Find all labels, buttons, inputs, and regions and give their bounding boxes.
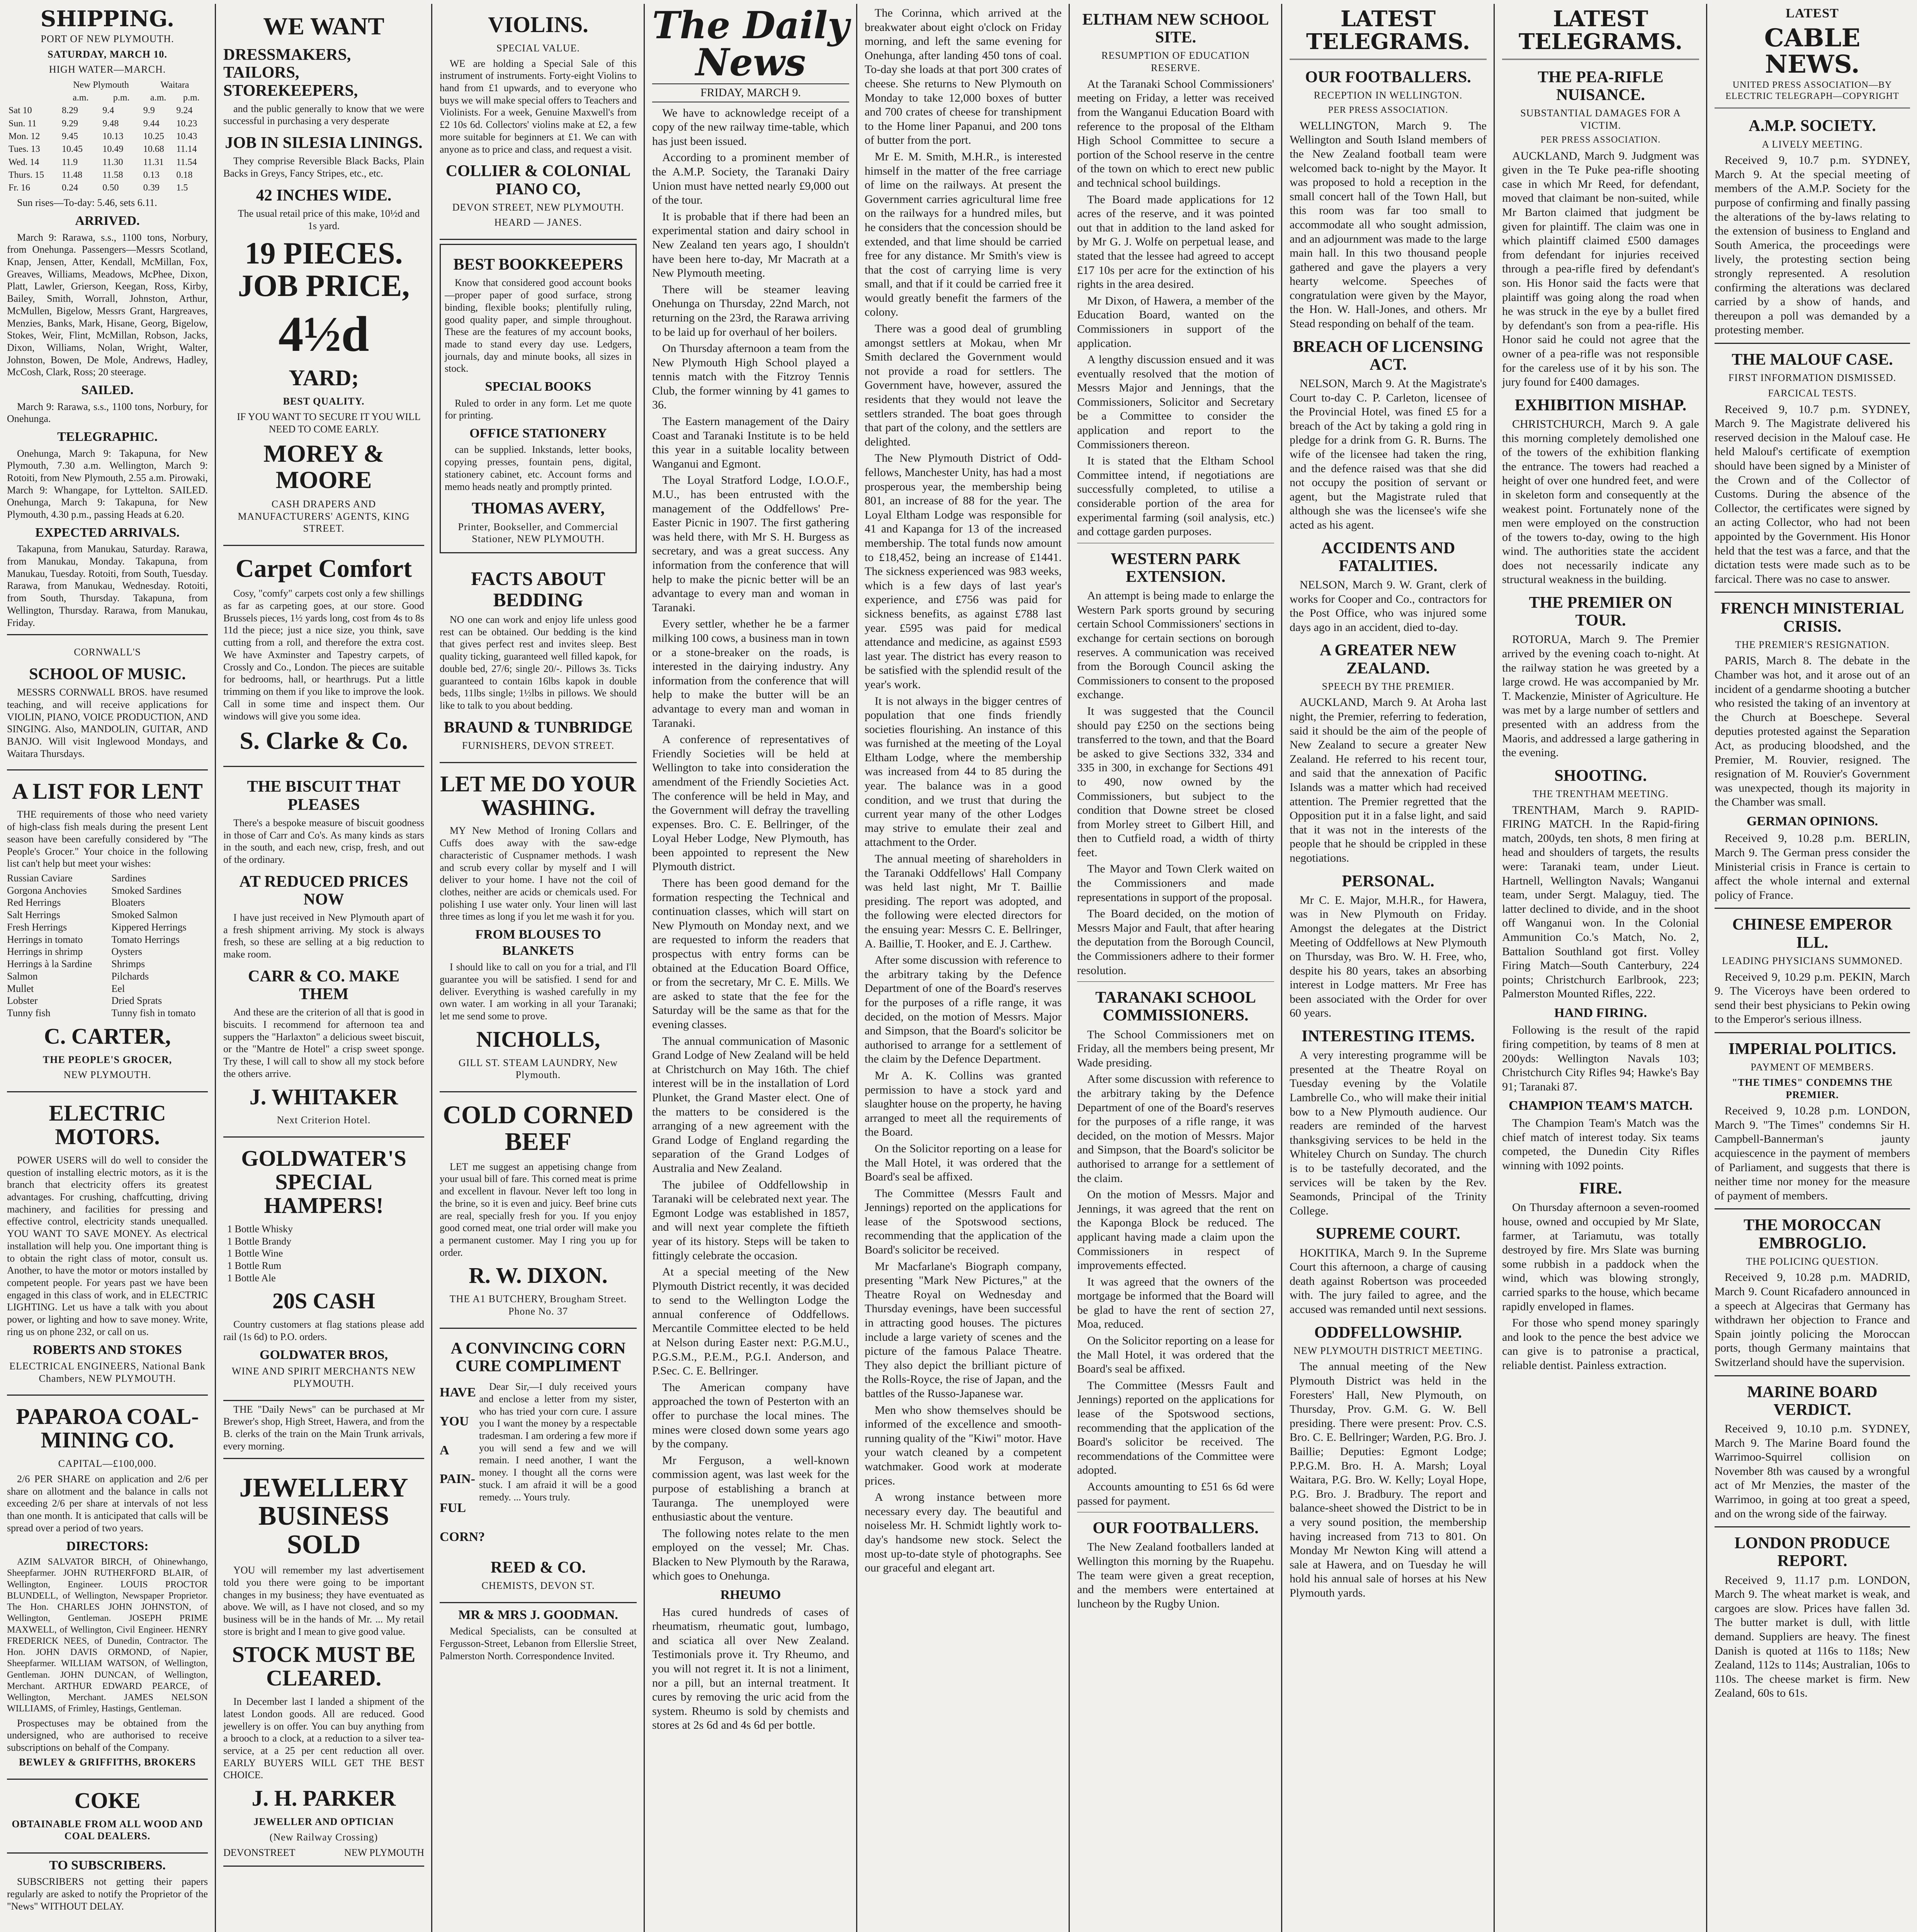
produce-text: Received 9, 11.17 p.m. LONDON, March 9. The wheat market is weak, and cargoes are slow. Prices have fallen 3d. The butter market is dull, with little demand. Suppliers are heavy. The finest Danish is quoted at 116s to 118s; New Zealand, 112s to 114s; Australian, 106s to 110s. The cheese market is firm. New Zealand, 60s to 61s. xyxy=(1715,1573,1910,1700)
lent-list-row: Herrings à la Sardine Shrimps xyxy=(7,958,145,970)
whitaker-sub: Next Criterion Hotel. xyxy=(277,1114,371,1126)
parker-address: DEVONSTREET NEW PLYMOUTH xyxy=(223,1847,424,1858)
morocco-text: Received 9, 10.28 p.m. MADRID, March 9. Count Ricafadero announced in a speech at Algeciras that Germany has withdrawn her objection to France and Spain jointly policing the Moroccan ports, though Germany maintains that Switzerland should have the supervision. xyxy=(1715,1271,1910,1369)
lent-list-row: Red Herrings Bloaters xyxy=(7,897,145,908)
carpet-heading: Carpet Comfort xyxy=(235,554,412,583)
jewellery-heading: JEWELLERY BUSINESS SOLD xyxy=(239,1473,408,1560)
licensing-heading: BREACH OF LICENSING ACT. xyxy=(1293,338,1484,374)
violins-text: WE are holding a Special Sale of this instrument of instruments. Forty-eight Violins to hand from £1 upwards, and to everyone who buys we will make special offers to Teachers and Violinists. For a week, Genuine Maxwell's from £2 10s 6d. Collectors' violins make at £2, a few more suitable for beginners at £1. We can with anyone as to price and class, and request a visit. xyxy=(440,58,637,155)
sailed-text: March 9: Rarawa, s.s., 1100 tons, Norbury, for Onehunga. xyxy=(7,401,208,425)
news-paragraph: It is stated that the Eltham School Committee intend, if negotiations are successfully completed, to utilise a considerable portion of the area for experimental farming (soil analysis, etc.) and cottage garden purposes. xyxy=(1077,454,1274,538)
rheumo-text: Has cured hundreds of cases of rheumatism, rheumatic gout, lumbago, and sciatica all over New Zealand. Testimonials prove it. Try Rheumo, and you will not regret it. It is not a liniment, nor a pill, but an internal treatment. It cures by removing the uric acid from the system. Rheumo is sold by chemists and stores at 2s 6d and 4s 6d per bottle. xyxy=(652,1605,849,1732)
pea-rifle-heading: THE PEA-RIFLE NUISANCE. xyxy=(1538,68,1664,104)
bookkeepers-text: Know that considered good account books—proper paper of good surface, strong binding, flexible books; plentifully ruling, good quality paper, and simple throughout. These are the features of my account books, made to stand every day use. Ledgers, journals, day and minute books, all sizes in stock. xyxy=(445,277,632,374)
hamper-item: 1 Bottle Ale xyxy=(227,1272,276,1284)
morocco-sub: THE POLICING QUESTION. xyxy=(1746,1255,1879,1267)
sailed-heading: SAILED. xyxy=(81,383,134,398)
news-paragraph: The Eastern management of the Dairy Coast and Taranaki Institute is to be held this year in a suitable locality between Wanganui and Egmont. xyxy=(652,415,849,470)
special-books-text: Ruled to order in any form. Let me quote for printing. xyxy=(445,397,632,421)
chinese-sub: LEADING PHYSICIANS SUMMONED. xyxy=(1722,955,1903,966)
french-sub: THE PREMIER'S RESIGNATION. xyxy=(1735,639,1890,650)
amp-sub: A LIVELY MEETING. xyxy=(1762,138,1863,150)
news-paragraph: After some discussion with reference to the arbitrary taking by the Defence Department of one of the Board's reserves for the purposes of a rifle range, it was decided, on the motion of Messrs. Major and Simpson, that the Board's solicitor be authorised to arrange for a settlement of the claim by the Defence Department. xyxy=(865,954,1062,1066)
news-paragraph: A lengthy discussion ensued and it was eventually resolved that the motion of Messrs Major and Jennings, that the Commissioners, Solicitor and Secretary be a Committee to consider the application and report to the Commissioners thereon. xyxy=(1077,353,1274,451)
collier-name: COLLIER & COLONIAL PIANO CO, xyxy=(445,162,631,198)
width-text: 42 INCHES WIDE. xyxy=(256,186,392,204)
issue-date: FRIDAY, MARCH 9. xyxy=(652,83,849,102)
news-paragraph: A wrong instance between more necessary every day. The beautiful and noiseless Mr. H. Schmidt lightly work to-day's handsome new stock. Select the most up-to-date style of photographs. See our graceful and elegant art. xyxy=(865,1491,1062,1575)
lent-list-row: Lobster Dried Sprats xyxy=(7,995,162,1007)
interesting-text: A very interesting programme will be presented at the Theatre Royal on Tuesday evening by the Volatile Lambrelle Co., who will make their initial bow to a New Plymouth audience. Our readers are reminded of the harvest thanksgiving services to be held in the Whiteley Church on Sunday. The church is to be tastefully decorated, and the services will be taken by the Rev. Seamonds, Principal of the Trinity College. xyxy=(1290,1049,1487,1217)
avery-sub: Printer, Bookseller, and Commercial Stationer, NEW PLYMOUTH. xyxy=(458,521,619,545)
telegrams-heading: LATEST TELEGRAMS. xyxy=(1306,6,1470,54)
news-paragraph: The Board decided, on the motion of Messrs Major and Fault, that after hearing the deputation from the Borough Council, the Commissioners adhere to their former resolution. xyxy=(1077,907,1274,977)
shipping-date: SATURDAY, MARCH 10. xyxy=(48,48,167,60)
coal-ad xyxy=(7,1396,208,1779)
beef-ad xyxy=(440,1092,637,1329)
collier-sub: DEVON STREET, NEW PLYMOUTH. xyxy=(452,201,624,213)
chinese-heading: CHINESE EMPEROR ILL. xyxy=(1732,916,1893,952)
bookkeepers-ad xyxy=(440,244,637,553)
stock-heading: STOCK MUST BE CLEARED. xyxy=(232,1642,416,1691)
oddfellowship-heading: ODDFELLOWSHIP. xyxy=(1314,1323,1462,1342)
carr-text: And these are the criterion of all that is good in biscuits. I recommend for afternoon tea and suppers the "Harlaxton" a delicious sweet biscuit, or the "Mantre de Hotel" a crisp sweet sponge. Try these, I will call to show all my stock before the others arrive. xyxy=(223,1007,424,1079)
lent-ad xyxy=(7,770,208,1092)
washing-text: MY New Method of Ironing Collars and Cuffs does away with the saw-edge characteristic of Cuspnamer methods. I wash and scrub every collar by myself and I will deliver to your home. I have not the coil of clothes, neither are acids or chemicals used. For polishing I use water only. Your linen will last three times as long if you let me wash it for you. xyxy=(440,825,637,922)
arrived-heading: ARRIVED. xyxy=(75,214,140,228)
hamper-item: 1 Bottle Whisky xyxy=(227,1223,293,1235)
imperial-heading: IMPERIAL POLITICS. xyxy=(1728,1040,1897,1058)
dixon-name: R. W. DIXON. xyxy=(469,1263,608,1288)
column-shipping xyxy=(0,4,215,1932)
reed-name: REED & CO. xyxy=(490,1558,586,1577)
produce-heading: LONDON PRODUCE REPORT. xyxy=(1734,1534,1890,1570)
coal-heading: PAPAROA COAL-MINING CO. xyxy=(16,1404,199,1453)
price-text: 4½d xyxy=(278,306,369,362)
fire-heading: FIRE. xyxy=(1579,1180,1622,1198)
dental-text: For those who spend money sparingly and look to the pence the best advice we can give is to patronise a practical, reliable dentist. Painless extraction. xyxy=(1502,1316,1699,1372)
exhibition-text: CHRISTCHURCH, March 9. A gale this morning completely demolished one of the towers of the exhibition flanking the entrance. The towers had reached a height of over one hundred feet, and were in skeleton form and consequently at the weakest point. Fortunately none of the men were employed on the construction of the towers to-day, owing to the high wind. The authorities state the accident does not necessarily indicate any structural weakness in the building. xyxy=(1502,417,1699,586)
greater-nz-sub: SPEECH BY THE PREMIER. xyxy=(1322,680,1455,692)
whitaker-name: J. WHITAKER xyxy=(249,1084,398,1109)
fire-text: On Thursday afternoon a seven-roomed house, owned and occupied by Mr Slate, farmer, at Tariamutu, was totally destroyed by fire. Mrs Slate was burning some rubbish in a paddock when the wind, which was blowing strongly, carried sparks to the house, which became rapidly enveloped in flames. xyxy=(1502,1201,1699,1313)
hand-firing-heading: HAND FIRING. xyxy=(1554,1006,1647,1020)
greater-nz-text: AUCKLAND, March 9. At Aroha last night, the Premier, referring to federation, said it should be the aim of the people of New Zealand to secure a greater New Zealand. He referred to his recent tour, and said that the annexation of Pacific Islands was a matter which had received attention. The Premier regretted that the Opposition put it in a false light, and said that it was not in the interests of the people that he should be crippled in these negotiations. xyxy=(1290,696,1487,864)
german-text: Received 9, 10.28 p.m. BERLIN, March 9. The German press consider the Ministerial crisis in France is certain to affect the whole internal and external policy of France. xyxy=(1715,832,1910,901)
footballers-tele-text: WELLINGTON, March 9. The Wellington and South Island members of the New Zealand football team were welcomed back to-night by the Mayor. It was proposed to hold a reception in the small concert hall of the Town Hall, but this room was far too small to accommodate all who sought admission, and an adjournment was made to the large main hall. In this two thousand people gathered and gave the players a very hearty welcome. Speeches of congratulation were given by the Mayor, the Hon. W. Hall-Jones, and others. Mr Stead responding on behalf of the team. xyxy=(1290,119,1487,330)
news-paragraph: It is probable that if there had been an experimental station and dairy school in New Zealand ten years ago, I shouldn't have been here to-day, Mr Macrath at a New Plymouth meeting. xyxy=(652,210,849,280)
champion-heading: CHAMPION TEAM'S MATCH. xyxy=(1509,1099,1693,1113)
column-news-6 xyxy=(1070,4,1281,1932)
champion-text: The Champion Team's Match was the chief match of interest today. Six teams competed, the Dunedin City Rifles winning with 1092 points. xyxy=(1502,1116,1699,1172)
news-paragraph: The Mayor and Town Clerk waited on the Commissioners and made representations in support of the proposal. xyxy=(1077,862,1274,904)
chinese-text: Received 9, 10.29 p.m. PEKIN, March 9. The Viceroys have been ordered to send their best physicians to Pekin owing to the Emperor's serious illness. xyxy=(1715,970,1910,1026)
lent-list-row: Tunny fish Tunny fish in tomato xyxy=(7,1007,196,1019)
blankets-text: I should like to call on you for a trial, and I'll guarantee you will be satisfied. I send for and deliver. Everything is washed carefully in my own water. I am working in all your Taranaki; let me send some to prove. xyxy=(440,961,637,1022)
tide-heading: HIGH WATER—MARCH. xyxy=(49,64,166,75)
tide-col-am: a.m. xyxy=(73,93,89,103)
bedding-heading: FACTS ABOUT BEDDING xyxy=(471,567,605,611)
shooting-text: TRENTHAM, March 9. RAPID-FIRING MATCH. In the Rapid-firing match, 200yds, ten shots, 8 men firing at head and shoulders of targets, the results were: Taranaki team, under Lieut. Hartnell, Wellington Navals; Wanganui team, under Sergt. Malaguy, tied. The latter declined to divide, and in the shoot off Wanganui won. In the Colonial Ammunition Co.'s Match, No. 2, Battalion Southland got first. Volley Firing Match—South Canterbury, 224 points; Christchurch Earlbrook, 223; Palmerston Mounted Rifles, 222. xyxy=(1502,803,1699,1000)
french-heading: FRENCH MINISTERIAL CRISIS. xyxy=(1720,600,1904,636)
carter-name: C. CARTER, xyxy=(44,1023,171,1049)
coal-text: 2/6 PER SHARE on application and 2/6 per share on allotment and the balance in calls not exceeding 2/6 per share at intervals of not less than one month. It is anticipated that calls will be spread over a period of two years. xyxy=(7,1473,208,1534)
malouf-text: Received 9, 10.7 p.m. SYDNEY, March 9. The Magistrate delivered his reserved decision in the Malouf case. He held Malouf's certificate of exemption should have been signed by a Minister of the Crown and of the Collector of Customs. During the absence of the Collector, the certificates were signed by an acting Collector, who had not been appointed by the Government. His Honor held that the test was a farce, and that the dictation tests were made such as to be farcical. There was no case to answer. xyxy=(1715,403,1910,585)
imperial-text: Received 9, 10.28 p.m. LONDON, March 9. "The Times" condemns Sir H. Campbell-Bannerman's jaunty acquiescence in the payment of members of Parliament, and suggests that there is neither time nor money for the measure of payment of members. xyxy=(1715,1104,1910,1202)
want-ad xyxy=(223,4,424,546)
column-telegrams-8 xyxy=(1495,4,1706,1932)
parker-name: J. H. PARKER xyxy=(252,1786,396,1811)
news-paragraph: The jubilee of Oddfellowship in Taranaki will be celebrated next year. The Egmont Lodge was established in 1857, and will next year complete the fiftieth year of its history. Steps will be taken to fittingly celebrate the occasion. xyxy=(652,1178,849,1262)
parker-sub: JEWELLER AND OPTICIAN xyxy=(253,1816,394,1828)
music-pre: CORNWALL'S xyxy=(74,646,141,658)
sun-times: Sun rises—To-day: 5.46, sets 6.11. xyxy=(17,197,157,209)
interesting-heading: INTERESTING ITEMS. xyxy=(1301,1027,1475,1046)
eltham-sub: RESUMPTION OF EDUCATION RESERVE. xyxy=(1101,50,1250,74)
news-paragraph: We have to acknowledge receipt of a copy of the new railway time-table, which has just been issued. xyxy=(652,106,849,148)
lent-list-row: Gorgona Anchovies Smoked Sardines xyxy=(7,884,182,896)
morey-sub: CASH DRAPERS AND MANUFACTURERS' AGENTS, KING STREET. xyxy=(238,498,410,534)
brokers-name: BEWLEY & GRIFFITHS, BROKERS xyxy=(19,1756,196,1768)
news-paragraph: The Corinna, which arrived at the breakwater about eight o'clock on Friday morning, and left the same evening for Onehunga, after landing 450 tons of coal. To-day she loads at that port 300 crates of cheese. She returns to New Plymouth on Monday to take 12,000 boxes of butter and 700 crates of cheese for transhipment to the Home liner Papanui, and 200 tons of butter from the port. xyxy=(865,7,1062,147)
cable-news-heading: CABLE NEWS. xyxy=(1764,24,1861,79)
news-paragraph: The School Commissioners met on Friday, all the members being present, Mr Wade presiding. xyxy=(1077,1028,1274,1069)
malouf-sub2: FARCICAL TESTS. xyxy=(1768,387,1857,399)
beef-heading: COLD CORNED BEEF xyxy=(443,1101,634,1156)
news-paragraph: The Board made applications for 12 acres of the reserve, and it was pointed out that in addition to the land asked for by Mr G. J. Wolfe on perpetual lease, and stated that the lessee had agreed to accept £17 10s per acre for the extinction of his rights in the area desired. xyxy=(1077,193,1274,291)
motors-heading: ELECTRIC MOTORS. xyxy=(49,1100,166,1149)
nicholls-name: NICHOLLS, xyxy=(476,1026,600,1052)
coke-heading: COKE xyxy=(74,1787,141,1813)
coke-ad xyxy=(7,1780,208,1854)
malouf-heading: THE MALOUF CASE. xyxy=(1732,351,1893,369)
tide-row: Thurs. 15 11.48 11.58 0.13 0.18 xyxy=(8,170,193,180)
press-association: PER PRESS ASSOCIATION. xyxy=(1540,135,1661,145)
coal-capital: CAPITAL—£100,000. xyxy=(58,1458,157,1469)
violins-ad xyxy=(440,4,637,240)
stock-text: In December last I landed a shipment of the latest London goods. All are reduced. Good jewellery is on offer. You can buy anything from a brooch to a clock, at a reduction to a silver tea-service, at a 25 per cent reduction all over. EARLY BUYERS WILL GET THE BEST CHOICE. xyxy=(223,1696,424,1781)
news-paragraph: The Loyal Stratford Lodge, I.O.O.F., M.U., has been entrusted with the management of the Oddfellows' Pre-Easter Picnic in 1907. The first gathering was held there, with Mr S. H. Burgess as secretary, and was a great success. Any information from the conference that will help to make the picnic better will be an advantage to every man and woman in Taranaki. xyxy=(652,474,849,614)
yard-text: YARD; xyxy=(289,365,359,391)
lent-heading: A LIST FOR LENT xyxy=(12,778,203,804)
morey-moore: MOREY & MOORE xyxy=(263,440,384,493)
violins-heading: VIOLINS. xyxy=(488,12,588,37)
footballers-tele-sub: RECEPTION IN WELLINGTON. xyxy=(1314,89,1463,101)
biscuit-heading: THE BISCUIT THAT PLEASES xyxy=(247,778,401,814)
news-paragraph: The Committee (Messrs Fault and Jennings) reported on the applications for lease of the Spotswood sections, recommending that the application of the Board's solicitor be received. The recommendations of the Committee were adopted. xyxy=(1077,1379,1274,1477)
masthead: The Daily News xyxy=(652,4,849,84)
column-ads-3 xyxy=(433,4,644,1932)
goldwater-note: Country customers at flag stations please add rail (1s 6d) to P.O. orders. xyxy=(223,1319,424,1343)
news-paragraph: Mr A. K. Collins was granted permission to have a stock yard and slaughter house on the property, he having arranged to meet all the requirements of the Board. xyxy=(865,1069,1062,1139)
braund-sub: FURNISHERS, DEVON STREET. xyxy=(462,740,615,751)
oddfellowship-text: The annual meeting of the New Plymouth District was held in the Foresters' Hall, New Plymouth, on Thursday, Prov. G.M. G. W. Bell presiding. There were present: Prov. C.S. Bro. C. E. Bellringer; Warden, P.G. Bro. J. Baillie; Deputies: Egmont Lodge; P.P.G.M. Bro. H. A. Marsh; Loyal Waitara, P.G. Bro. W. Kelly; Loyal Hope, P.G. Bro. J. Bradbury. The report and balance-sheet showed the District to be in a very sound position, the membership having increased from 713 to 801. On Monday Mr Newton King will attend a sale at Hawera, and on Tuesday he will hold his annual sale of horses at his New Plymouth yards. xyxy=(1290,1360,1487,1599)
pieces-heading: 19 PIECES. JOB PRICE, xyxy=(238,236,410,303)
news-paragraph: On the motion of Messrs. Major and Jennings, it was agreed that the rent on the Kaponga Block be reduced. The applicant having made a claim upon the Commissioners in respect of improvements effected. xyxy=(1077,1188,1274,1272)
news-paragraph: An attempt is being made to enlarge the Western Park sports ground by securing certain School Commissioners' sections in exchange for certain sections on borough reserves. A communication was received from the Borough Council asking the Commissioners to consent to the proposed exchange. xyxy=(1077,589,1274,701)
news-paragraph: Mr Ferguson, a well-known commission agent, was last week for the purpose of establishing a branch at Tauranga. The unemployed were enthusiastic about the venture. xyxy=(652,1454,849,1524)
telegraphic-heading: TELEGRAPHIC. xyxy=(57,430,158,444)
news-paragraph: It is not always in the bigger centres of population that one finds friendly societies flourishing. An instance of this was furnished at the meeting of the Loyal Eltham Lodge, where the membership was increased from 44 to 85 during the year. The balance was in a good condition, and we trust that during the current year many of the other Lodges may strive to emulate their zeal and attachment to the Order. xyxy=(865,694,1062,849)
news-paragraph: It was agreed that the owners of the mortgage be informed that the Board will be glad to have the rent of section 27, Moa, reduced. xyxy=(1077,1275,1274,1331)
tide-col-np: New Plymouth xyxy=(73,80,129,90)
news-paragraph: It was suggested that the Council should pay £250 on the sections being transferred to the town, and that the Board be asked to give Sections 332, 334 and 335 in 300, in exchange for Sections 491 to 490, now owned by the Commissioners, but subject to the condition that Downe street be closed from Morley street to Gilbert Hill, and then to Cutfield road, a width of thirty feet. xyxy=(1077,704,1274,859)
united-press: UNITED PRESS ASSOCIATION—BY ELECTRIC TELEGRAPH—COPYRIGHT xyxy=(1725,80,1899,102)
shooting-heading: SHOOTING. xyxy=(1554,767,1647,785)
shooting-sub: THE TRENTHAM MEETING. xyxy=(1533,788,1669,799)
news-paragraph: At the Taranaki School Commissioners' meeting on Friday, a letter was received from the Wanganui Education Board with reference to the proposal of the Eltham High School Committee to secure a portion of the School reserve in the centre of the town on which to erect new public and technical school buildings. xyxy=(1077,77,1274,189)
telegrams-heading: LATEST TELEGRAMS. xyxy=(1518,6,1683,54)
amp-text: Received 9, 10.7 p.m. SYDNEY, March 9. At the special meeting of members of the A.M.P. Society for the purpose of confirming and finally passing the alterations of the by-laws relating to the extension of business to England and South America, the proceedings were lively, the protesting section being strongly represented. A resolution confirming the alterations was declared carried by a show of hands, and thereupon a poll was demanded by a protesting member. xyxy=(1715,154,1910,337)
tide-col-waitara: Waitara xyxy=(160,80,189,90)
parker-note: (New Railway Crossing) xyxy=(269,1831,378,1843)
french-text: PARIS, March 8. The debate in the Chamber was hot, and it arose out of an incident of a gendarme shooting a butcher who resisted the taking of an inventory at the Church at Boeschepe. Several deputies protested against the Separation Act, as producing bloodshed, and the Premier, M. Rouvier, resigned. The resignation of M. Rouvier's Government was unexpected, though its majority in the Chamber was small. xyxy=(1715,654,1910,809)
morocco-heading: THE MOROCCAN EMBROGLIO. xyxy=(1744,1216,1881,1252)
accidents-heading: ACCIDENTS AND FATALITIES. xyxy=(1321,539,1455,575)
daily-news-note: THE "Daily News" can be purchased at Mr Brewer's shop, High Street, Hawera, and from the B. clerks of the train on the Main Trunk arrivals, every morning. xyxy=(223,1403,424,1452)
personal-heading: PERSONAL. xyxy=(1342,872,1434,890)
corn-ad xyxy=(440,1329,637,1603)
pea-rifle-sub: SUBSTANTIAL DAMAGES FOR A VICTIM. xyxy=(1520,107,1681,131)
footballers-heading: OUR FOOTBALLERS. xyxy=(1093,1519,1259,1537)
column-news-5 xyxy=(858,4,1069,1932)
biscuit-text: There's a bespoke measure of biscuit goodness in those of Carr and Co's. As many kinds as stars in the south, and each new, crisp, fresh, and out of the ordinary. xyxy=(223,817,424,865)
roberts-name: ROBERTS AND STOKES xyxy=(33,1342,182,1357)
clarke-name: S. Clarke & Co. xyxy=(240,727,408,755)
subscribers-heading: TO SUBSCRIBERS. xyxy=(49,1858,166,1872)
directors-heading: DIRECTORS: xyxy=(66,1539,149,1553)
prospectus-text: Prospectuses may be obtained from the undersigned, who are authorised to receive subscriptions on behalf of the Company. xyxy=(7,1717,208,1753)
western-heading: WESTERN PARK EXTENSION. xyxy=(1110,550,1241,586)
imperial-sub: PAYMENT OF MEMBERS. xyxy=(1750,1061,1874,1073)
german-heading: GERMAN OPINIONS. xyxy=(1746,814,1878,828)
want-heading: WE WANT xyxy=(263,12,384,40)
goldwater-price: 20S CASH xyxy=(272,1288,375,1314)
lent-list-row: Fresh Herrings Kippered Herrings xyxy=(7,921,187,933)
news-paragraph: Accounts amounting to £51 6s 6d were passed for payment. xyxy=(1077,1480,1274,1507)
reduced-text: I have just received in New Plymouth apart of a fresh shipment arriving. My stock is always fresh, so these are selling at a big reduction to make room. xyxy=(223,912,424,960)
news-paragraph: After some discussion with reference to the arbitrary taking by the Defence Department of one of the Board's reserves for the purposes of a rifle range, it was decided, on the motion of Messrs. Major and Simpson, that the Board's solicitor be authorised to arrange for a settlement of the claim. xyxy=(1077,1073,1274,1185)
silesia-text: They comprise Reversible Black Backs, Plain Backs in Greys, Fancy Stripes, etc., etc. xyxy=(223,155,424,179)
lent-list-row: Salt Herrings Smoked Salmon xyxy=(7,909,178,921)
goodman-name: MR & MRS J. GOODMAN. xyxy=(458,1607,618,1622)
licensing-text: NELSON, March 9. At the Magistrate's Court to-day C. P. Carleton, licensee of the Provincial Hotel, was fined £5 for a breach of the Act by taking a gold ring in pledge for a drink from G. R. Burns. The wife of the licensee had taken the ring, and the defence raised was that she did not occupy the position of servant or agent, but the Magistrate ruled that although she was the licensee's wife she acted as his agent. xyxy=(1290,377,1487,531)
tide-col-pm: p.m. xyxy=(183,93,200,103)
port-label: PORT OF NEW PLYMOUTH. xyxy=(41,33,174,44)
hamper-item: 1 Bottle Rum xyxy=(227,1260,282,1272)
column-ads-2 xyxy=(216,4,431,1932)
nicholls-sub: GILL ST. STEAM LAUNDRY, New Plymouth. xyxy=(458,1057,618,1081)
news-paragraph: On the Solicitor reporting on a lease for the Mall Hotel, it was ordered that the Board's seal be affixed. xyxy=(1077,1334,1274,1376)
office-text: can be supplied. Inkstands, letter books, copying presses, fountain pens, digital, stationery cabinet, etc. Account forms and memo heads neatly and promptly printed. xyxy=(445,444,632,492)
column-editorial xyxy=(645,4,856,1932)
coke-text: OBTAINABLE FROM ALL WOOD AND COAL DEALERS. xyxy=(12,1818,203,1842)
supreme-court-heading: SUPREME COURT. xyxy=(1316,1225,1460,1243)
footballers-tele-heading: OUR FOOTBALLERS. xyxy=(1305,68,1471,86)
malouf-sub: FIRST INFORMATION DISMISSED. xyxy=(1728,372,1897,384)
biscuit-ad xyxy=(223,767,424,1138)
washing-ad xyxy=(440,763,637,1092)
office-heading: OFFICE STATIONERY xyxy=(469,426,607,441)
news-paragraph: There was a good deal of grumbling amongst settlers at Mokau, when Mr Smith declared the Government would not provide a road for settlers. The Government have, however, assured the residents that they would not leave the settlers stranded. The boat goes through that part of the colony, and the settlers are delighted. xyxy=(865,322,1062,448)
news-paragraph: On Thursday afternoon a team from the New Plymouth High School played a tennis match with the Fitzroy Tennis Club, the former winning by 41 games to 36. xyxy=(652,342,849,412)
column-cable-news xyxy=(1708,4,1917,1932)
news-paragraph: At a special meeting of the New Plymouth District recently, it was decided to send to the Wellington Lodge the annual conference of Oddfellows. Mercantile Committee elected to be held at Nelson during Easter next: P.G.M.U., P.G.S.M., P.E.M., P.G.I. Anderson, and P.Sec. C. E. Bellringer. xyxy=(652,1265,849,1378)
avery-name: THOMAS AVERY, xyxy=(472,500,605,518)
tide-col-am: a.m. xyxy=(150,93,167,103)
motors-ad xyxy=(7,1092,208,1396)
want-text: and the public generally to know that we were successful in purchasing a very desperate xyxy=(223,103,424,127)
expected-heading: EXPECTED ARRIVALS. xyxy=(35,525,180,540)
news-paragraph: The following notes relate to the men employed on the vessel; Mr. Chas. Blacken to New Plymouth by the Rarawa, which goes to Onehunga. xyxy=(652,1527,849,1582)
goldwater-firm-sub: WINE AND SPIRIT MERCHANTS NEW PLYMOUTH. xyxy=(231,1366,416,1389)
jewellery-ad xyxy=(223,1464,424,1867)
lent-list-row: Mullet Eel xyxy=(7,983,125,994)
motors-text: POWER USERS will do well to consider the question of installing electric motors, as it is the branch that electricity offers its greatest advantages. For crushing, chaffcutting, driving machinery, and facilities for pressing and effective control, electricity stands unequalled. YOU WANT TO SAVE MONEY. As electrical installation will help you. One important thing is to obtain the right class of motor, consult us. Another, to have the motor or motors installed by competent people. For years past we have been engaged in this class of work, and in ELECTRIC LIGHTING. Let us have a talk with you about power, or lighting and how to save money. Write, ring us on phone 232, or call on us. xyxy=(7,1154,208,1337)
lent-list-row: Salmon Pilchards xyxy=(7,970,149,982)
dixon-sub: THE A1 BUTCHERY, Brougham Street. Phone No. 37 xyxy=(449,1293,627,1317)
violins-sub: SPECIAL VALUE. xyxy=(496,42,580,54)
news-paragraph: There has been good demand for the formation respecting the Technical and continuation classes, which will start on New Plymouth on Monday next, and we are requested to inform the readers that prospectus with entry forms can be obtained at the Education Board Office, or from the secretary, Mr C. E. Mills. We are asked to state that the fee for the Saturday will be the same as that for the evening classes. xyxy=(652,877,849,1031)
goldwater-firm: GOLDWATER BROS, xyxy=(260,1347,388,1362)
washing-heading: LET ME DO YOUR WASHING. xyxy=(440,771,636,820)
news-paragraph: The American company have approached the town of Pesterton with an offer to purchase the local mines. The mines were closed down some years ago by the company. xyxy=(652,1381,849,1451)
corn-heading: A CONVINCING CORN CURE COMPLIMENT xyxy=(450,1339,626,1375)
roberts-sub: ELECTRICAL ENGINEERS, National Bank Chambers, NEW PLYMOUTH. xyxy=(9,1361,206,1384)
hamper-item: 1 Bottle Wine xyxy=(227,1248,283,1259)
news-paragraph: A conference of representatives of Friendly Societies will be held at Wellington to take into consideration the amendment of the Friendly Societies Act. The conference will be held in May, and the Government will defray the travelling expenses. Bro. C. E. Bellringer, of the Loyal Heber Lodge, New Plymouth, has been appointed to represent the New Plymouth district. xyxy=(652,733,849,873)
hand-firing-text: Following is the result of the rapid firing competition, by teams of 8 men at 200yds: Wellington Navals 103; Christchurch City Rifles 94; Hawke's Bay 91; Taranaki 87. xyxy=(1502,1024,1699,1093)
directors-text: AZIM SALVATOR BIRCH, of Ohinewhango, Sheepfarmer. JOHN RUTHERFORD BLAIR, of Wellington, Engineer. LOUIS PROCTOR BLUNDELL, of Wellington, Newspaper Proprietor. The Hon. CHARLES JOHN JOHNSTON, of Wellington, Gentleman. JOSEPH PRIME MAXWELL, of Wellington, Civil Engineer. HENRY FREDERICK NEES, of Dunedin, Contractor. The Hon. JOHN DAVIS ORMOND, of Napier, Sheepfarmer. WILLIAM WATSON, of Wellington, Gentleman. JOHN DUNCAN, of Wellington, Merchant. ARTHUR EDWARD PEARCE, of Wellington, Merchant. JAMES NELSON WILLIAMS, of Frimley, Hastings, Gentleman. xyxy=(7,1557,208,1714)
news-paragraph: Every settler, whether he be a farmer milking 100 cows, a business man in town or a stone-breaker on the roads, is interested in the dairying industry. Any information from the conference that will help to make the butter will be an advantage to every man and woman in Taranaki. xyxy=(652,617,849,730)
latest-label: LATEST xyxy=(1786,6,1839,20)
hamper-list xyxy=(223,1223,424,1284)
carpet-text: Cosy, "comfy" carpets cost only a few shillings as far as carpeting goes, at our store. Good Brussels pieces, 1½ yards long, cost from 4s to 8s 11d the piece; just a nice size, you think, save cutting from a roll, and therefore the extra cost. We have Axminster and Tapestry carpets, of Crossly and Co., London. The pieces are suitable for bedrooms, hall, or hearthrugs. Put a little trimming on them if you like to improve the look. Call in some time and inspect them. Our windows will give you some idea. xyxy=(223,588,424,722)
tide-row: Sat 10 8.29 9.4 9.9 9.24 xyxy=(8,105,193,116)
goldwater-ad xyxy=(223,1138,424,1401)
special-books-heading: SPECIAL BOOKS xyxy=(485,379,591,394)
hamper-item: 1 Bottle Brandy xyxy=(227,1235,292,1247)
bedding-ad xyxy=(440,557,637,763)
news-paragraph: Mr Macfarlane's Biograph company, presenting "Mark New Pictures," at the Theatre Royal on Wednesday and Thursday evenings, have been successful in attracting good houses. The pictures include a large variety of scenes and the picture of the famous Palace Theatre. They also depict the brilliant picture of the Rolls-Royce, the rise of Japan, and the battles of the Russo-Japanese war. xyxy=(865,1260,1062,1400)
tide-row: Tues. 13 10.45 10.49 10.68 11.14 xyxy=(8,144,197,155)
arrived-text: March 9: Rarawa, s.s., 1100 tons, Norbury, from Onehunga. Passengers—Messrs Scotland, Knap, Jensen, Atter, Kendall, McMillan, Fox, Greaves, Williams, Meadows, McPhee, Dixon, Platt, Lawler, Grierson, Keegan, Ross, Kirby, Bailey, Smith, Worrall, Johnston, Arthur, McMullen, Bigelow, Messrs Grant, Hargreaves, Menzies, Banks, Mark, Hisane, Georg, Bigelow, Stokes, Weir, Flint, McMillan, Robson, Jacks, Dixon, Williams, Nolan, Wright, Walter, Johnston, Bowen, De Mole, Andrews, Hadley, McCosh, Clark, Ross; 20 steerage. xyxy=(7,231,208,378)
accidents-text: NELSON, March 9. W. Grant, clerk of works for Cooper and Co., contractors for the Post Office, who was injured some days ago in an accident, died to-day. xyxy=(1290,578,1487,634)
exhibition-heading: EXHIBITION MISHAP. xyxy=(1514,396,1687,414)
news-paragraph: The annual meeting of shareholders in the Taranaki Oddfellows' Hall Company was held last night, Mr T. Baillie presiding. The report was adopted, and the following were elected directors for the ensuing year: Messrs C. E. Bellringer, A. Baillie, T. Hooker, and E. J. Carthew. xyxy=(865,852,1062,950)
braund-name: BRAUND & TUNBRIDGE xyxy=(444,718,633,736)
goldwater-heading: GOLDWATER'S SPECIAL HAMPERS! xyxy=(241,1146,406,1218)
secure-text: IF YOU WANT TO SECURE IT YOU WILL NEED TO COME EARLY. xyxy=(237,411,421,435)
footballers-text: The New Zealand footballers landed at Wellington this morning by the Ruapehu. The team were given a great reception, and the members were entertained at luncheon by the Rugby Union. xyxy=(1077,1541,1274,1610)
jewellery-text: YOU will remember my last advertisement told you there were going to be important changes in my business; they have eventuated as above. We will, as I have not closed, and so my business will be in the hands of Mr. ... My retail store is bright and I mean to give good value. xyxy=(223,1565,424,1637)
reduced-heading: AT REDUCED PRICES NOW xyxy=(239,872,408,908)
lent-text: THE requirements of those who need variety of high-class fish meals during the present Lent season have been carefully considered by "The People's Grocer." Your choice in the following list can't help but meet your wishes: xyxy=(7,809,208,869)
best-quality: BEST QUALITY. xyxy=(283,396,365,407)
carter-town: NEW PLYMOUTH. xyxy=(63,1069,151,1081)
marine-text: Received 9, 10.10 p.m. SYDNEY, March 9. The Marine Board found the Warrimoo-Squirrel collision on November 8th was caused by a wrongful act of Mr Menzies, the master of the Warrimoo, in going at too great a speed, and on the wrong side of the fairway. xyxy=(1715,1422,1910,1520)
bookkeepers-heading: BEST BOOKKEEPERS xyxy=(453,256,623,274)
carpet-ad xyxy=(223,546,424,767)
premier-tour-text: ROTORUA, March 9. The Premier arrived by the evening coach to-night. At the railway station he was greeted by a large crowd. He was accompanied by Mr. T. Mackenzie, Minister of Agriculture. He was met by a large number of settlers and presented with an address from the Maoris, and addressed a large gathering in the evening. xyxy=(1502,633,1699,759)
music-ad xyxy=(7,641,208,770)
expected-text: Takapuna, from Manukau, Saturday. Rarawa, from Manukau, Monday. Takapuna, from Manukau, Tuesday. Rotoiti, from South, Tuesday. Rarawa, from Manukau, Wednesday. Rotoiti, from South, Thursday. Takapuna, from Wellington, Thursday. Rarawa, from Manukau, Friday. xyxy=(7,543,208,628)
telegraphic-text: Onehunga, March 9: Takapuna, for New Plymouth, 7.30 a.m. Wellington, March 9: Rotoiti, from New Plymouth, 2.55 a.m. Pirowaki, March 9: Whangape, for Lyttelton. SAILED. Onehunga, March 9: Takapuna, for New Plymouth, 4.30 p.m., passing Heads at 6.20. xyxy=(7,447,208,520)
lent-list-row: Herrings in tomato Tomato Herrings xyxy=(7,934,180,945)
retail-text: The usual retail price of this make, 10½d and 1s yard. xyxy=(238,208,420,231)
eltham-heading: ELTHAM NEW SCHOOL SITE. xyxy=(1082,11,1269,47)
news-paragraph: The annual communication of Masonic Grand Lodge of New Zealand will be held at Christchurch on May 16th. The chief interest will be in the installation of Lord Plunket, the Grand Master elect. One of the matters to be considered is the arranging of a new agreement with the Grand Lodge of England regarding the separation of the Grand Lodges of Australia and New Zealand. xyxy=(652,1034,849,1175)
supreme-court-text: HOKITIKA, March 9. In the Supreme Court this afternoon, a charge of causing death against Robertson was proceeded with. The jury failed to agree, and the accused was remanded until next sessions. xyxy=(1290,1246,1487,1316)
corn-side-words: HAVE YOU A PAIN- FUL CORN? xyxy=(440,1385,485,1544)
silesia-heading: JOB IN SILESIA LININGS. xyxy=(225,134,423,152)
tide-col-pm: p.m. xyxy=(113,93,130,103)
shipping-heading: SHIPPING. xyxy=(40,6,175,32)
goodman-text: Medical Specialists, can be consulted at Fergusson-Street, Lebanon from Ellerslie Street, Palmerston North. Correspondence Invited. xyxy=(440,1626,637,1662)
corn-letter: Dear Sir,—I duly received yours and enclose a letter from my sister, who has tried your corn cure. I assure you I want the money by a respectable tradesman. I am ordering a few more if you will send a few and we will remain. I need another, I want the money. I thought all the corns were stuck. I am afraid it will be a good remedy. ... Yours truly. xyxy=(479,1381,637,1503)
greater-nz-heading: A GREATER NEW ZEALAND. xyxy=(1320,641,1456,677)
news-paragraph: Men who show themselves should be informed of the excellence and smooth-running quality of the "Kiwi" motor. Have your watch cleaned by a competent watchmaker. Good work at moderate prices. xyxy=(865,1403,1062,1487)
marine-heading: MARINE BOARD VERDICT. xyxy=(1747,1383,1878,1419)
news-paragraph: Mr Dixon, of Hawera, a member of the Education Board, wanted on the Commissioners in support of the application. xyxy=(1077,294,1274,350)
rheumo-heading: RHEUMO xyxy=(720,1588,781,1602)
lent-list-row: Herrings in shrimp Oysters xyxy=(7,946,142,957)
collier-mgr: HEARD — JANES. xyxy=(494,217,582,228)
imperial-sub2: "THE TIMES" CONDEMNS THE PREMIER. xyxy=(1732,1077,1893,1100)
news-paragraph: According to a prominent member of the A.M.P. Society, the Taranaki Dairy Union must have netted nearly £9,000 out of the tour. xyxy=(652,151,849,207)
tide-row: Wed. 14 11.9 11.30 11.31 11.54 xyxy=(8,157,197,167)
news-paragraph: The New Plymouth District of Odd-fellows, Manchester Unity, has had a most prosperous year, the membership being 801, an increase of 88 for the year. The Loyal Eltham Lodge was responsible for 41 and Kapanga for 13 of the increased membership. The total funds now amount to £18,452, being an increase of £1441. The sickness experienced was 983 weeks, which is a few days of last year's experience, and £756 was paid for sickness benefits, as against £788 last year. £595 was paid for medical attendance and medicine, as against £593 last year. The district has every reason to be satisfied with the splendid result of the year's work. xyxy=(865,452,1062,691)
subscribers-text: SUBSCRIBERS not getting their papers regularly are asked to notify the Proprietor of the "News" WITHOUT DELAY. xyxy=(7,1876,208,1912)
premier-tour-heading: THE PREMIER ON TOUR. xyxy=(1529,594,1672,630)
personal-text: Mr C. E. Major, M.H.R., for Hawera, was in New Plymouth on Friday. Amongst the delegates at the District Meeting of Oddfellows at New Plymouth on Thursday, was Bro. W. H. Free, who, despite his 80 years, takes an absorbing interest in Lodge matters. Mr Free has been associated with the Order for over 60 years. xyxy=(1290,893,1487,1020)
carter-sub: THE PEOPLE'S GROCER, xyxy=(42,1054,172,1065)
amp-heading: A.M.P. SOCIETY. xyxy=(1749,117,1876,135)
pea-rifle-text: AUCKLAND, March 9. Judgment was given in the Te Puke pea-rifle shooting case in which Mr Reed, for defendant, moved that claimant be non-suited, while Mr Barton claimed that judgment be given for plaintiff. The claim was one in which plaintiff claimed £500 damages from defendant for injuries received through a pea-rifle fired by defendant's son. His Honor said the facts were that plaintiff was going along the road when he was struck in the eye by a bullet fired by defendant's son from a pea-rifle. His Honor said he could not agree that the owner of a pea-rifle was not responsible for the careless use of it by his son. The jury found for £400 damages. xyxy=(1502,149,1699,389)
want-list: DRESSMAKERS, TAILORS, STOREKEEPERS, xyxy=(223,46,358,100)
bedding-text: NO one can work and enjoy life unless good rest can be obtained. Our bedding is the kind that gives perfect rest and invites sleep. Best quality ticking, guaranteed well filled kapok, for double bed, 27/6; single 20/-. Pillows 3s. Ticks guaranteed to contain 16lbs kapok in double beds, 11lbs single; 1½lbs in pillows. We should like to talk to you about bedding. xyxy=(440,614,637,711)
tide-table xyxy=(7,79,208,194)
beef-text: LET me suggest an appetising change from your usual bill of fare. This corned meat is prime and excellent in flavour. Never left too long in the brine, so it is even and juicy. Beef brine cuts are real, specially fresh for you. If you enjoy good corned meat, one trial order will make you a permanent customer. May I ring you up for order. xyxy=(440,1161,637,1258)
news-paragraph: The Committee (Messrs Fault and Jennings) reported on the applications for lease of the Spotswood sections, recommending that the application of the Board's solicitor be received. xyxy=(865,1187,1062,1257)
lent-list-row: Russian Caviare Sardines xyxy=(7,872,146,884)
reed-sub: CHEMISTS, DEVON ST. xyxy=(481,1580,595,1592)
blankets-heading: FROM BLOUSES TO BLANKETS xyxy=(475,927,601,958)
music-text: MESSRS CORNWALL BROS. have resumed teaching, and will receive applications for VIOLIN, PIANO, VOICE PRODUCTION, AND SINGING. Also, MANDOLIN, GUITAR, AND BANJO. Will visit Inglewood Mondays, and Waitara Thursdays. xyxy=(7,687,208,759)
tide-row: Sun. 11 9.29 9.48 9.44 10.23 xyxy=(8,118,197,129)
tide-row: Mon. 12 9.45 10.13 10.25 10.43 xyxy=(8,131,197,142)
news-paragraph: There will be steamer leaving Onehunga on Thursday, 22nd March, not returning on the 23rd, the Rarawa arriving to be laid up for overhaul of her boilers. xyxy=(652,283,849,338)
oddfellowship-sub: NEW PLYMOUTH DISTRICT MEETING. xyxy=(1293,1345,1483,1356)
column-telegrams-7 xyxy=(1283,4,1494,1932)
news-paragraph: On the Solicitor reporting on a lease for the Mall Hotel, it was ordered that the Board's seal be affixed. xyxy=(865,1142,1062,1184)
taranaki-heading: TARANAKI SCHOOL COMMISSIONERS. xyxy=(1095,989,1256,1025)
music-heading: SCHOOL OF MUSIC. xyxy=(29,665,186,684)
press-association: PER PRESS ASSOCIATION. xyxy=(1328,105,1448,115)
carr-heading: CARR & CO. MAKE THEM xyxy=(248,967,399,1003)
tide-row: Fr. 16 0.24 0.50 0.39 1.5 xyxy=(8,183,188,193)
news-paragraph: Mr E. M. Smith, M.H.R., is interested himself in the matter of the free carriage of lime on the railways. At present the Government carries agricultural lime free on the railways for a hundred miles, but he considers that the concession should be extended, and that lime should be carried free for any distance. Mr Smith's view is that the cost of carrying lime is very small, and that if it could be carried free it would greatly benefit the farmers of the colony. xyxy=(865,150,1062,319)
